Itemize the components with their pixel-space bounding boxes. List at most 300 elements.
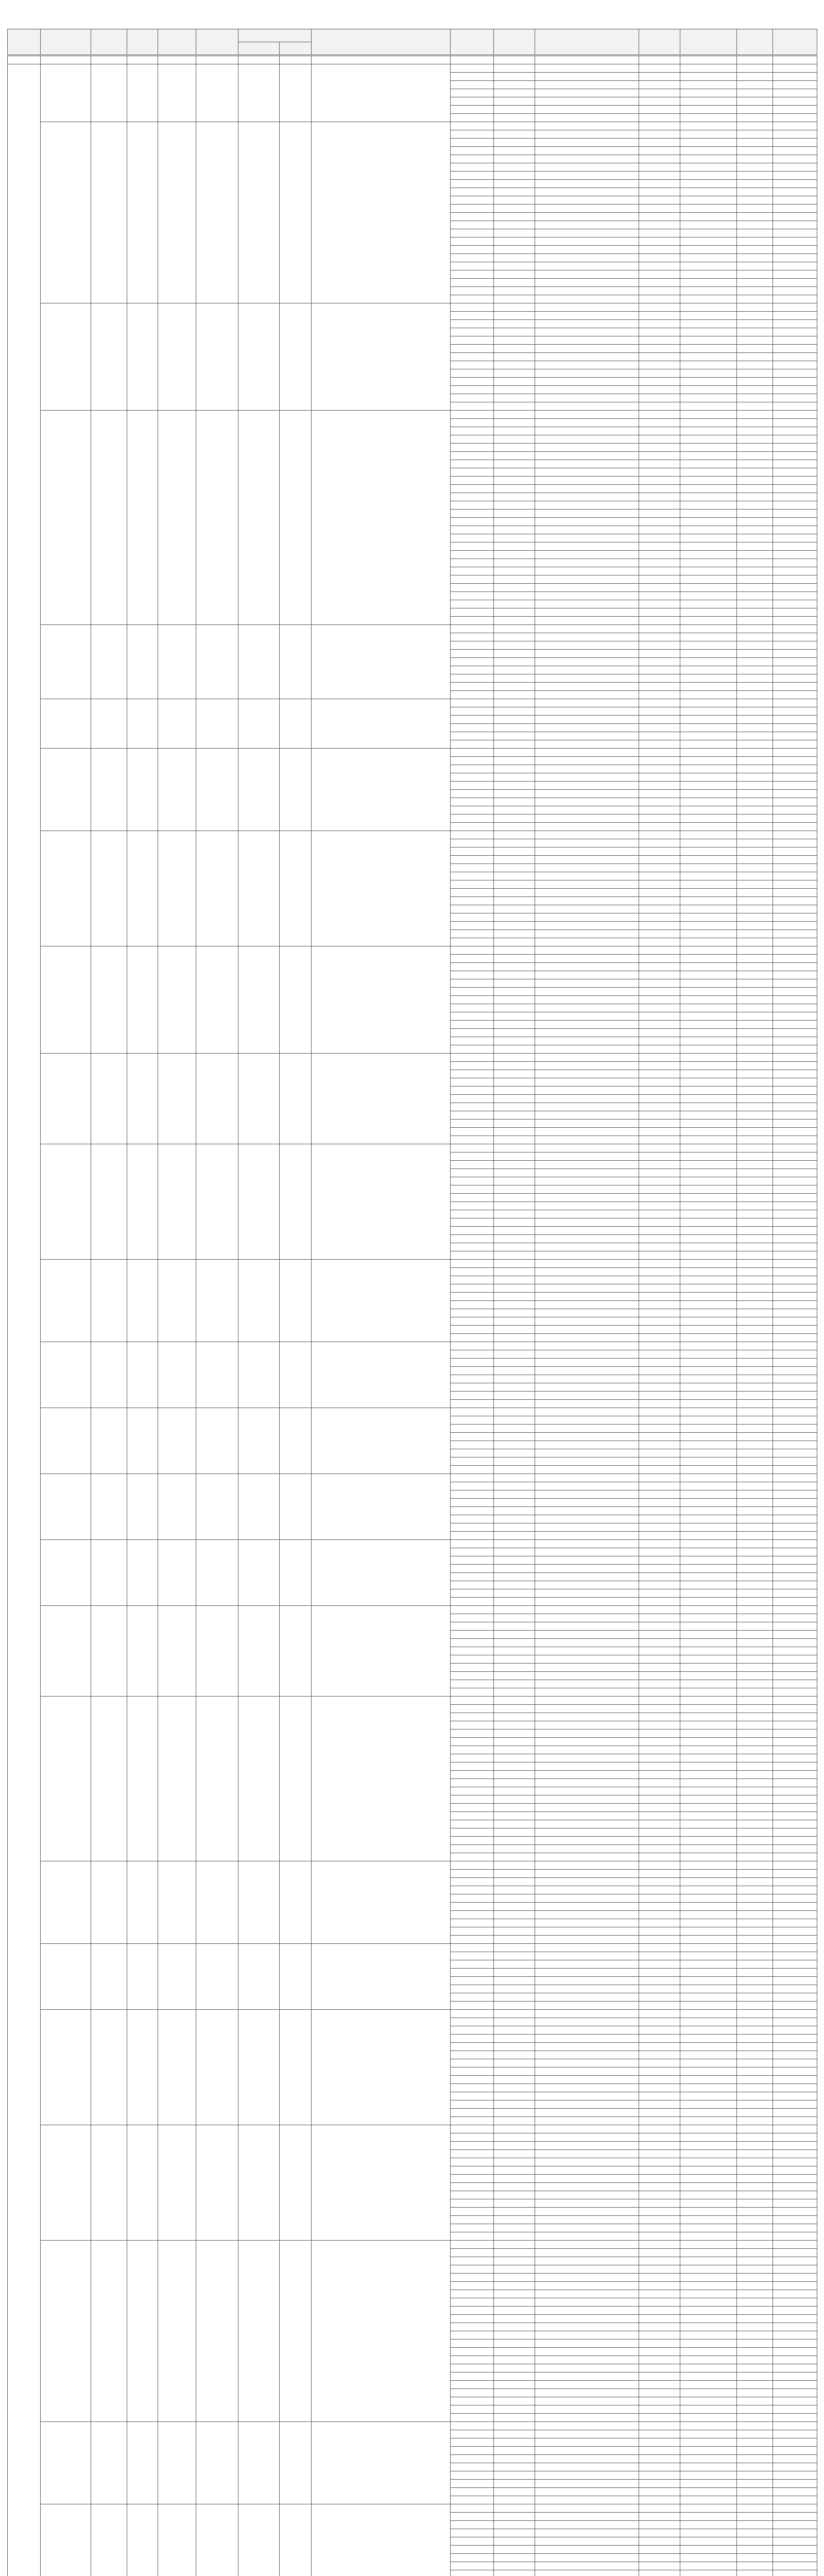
- indicator-unit: [737, 435, 773, 444]
- indicator-unit: [737, 831, 773, 839]
- indicator-unit: [737, 1326, 773, 1334]
- indicator-unit: [737, 180, 773, 188]
- indicator-level3: [535, 1606, 639, 1614]
- indicator-weight: [773, 2026, 817, 2035]
- indicator-level1: [451, 1120, 494, 1128]
- indicator-level3: [535, 1078, 639, 1087]
- indicator-level3: [535, 1878, 639, 1886]
- indicator-level1: [451, 880, 494, 889]
- indicator-level2: [494, 2405, 535, 2414]
- indicator-target: [680, 1095, 737, 1103]
- indicator-level3: [535, 2529, 639, 2537]
- indicator-unit: [737, 279, 773, 287]
- indicator-level3: [535, 1631, 639, 1639]
- indicator-level3: [535, 1367, 639, 1375]
- indicator-level3: [535, 1466, 639, 1474]
- indicator-unit: [737, 946, 773, 955]
- indicator-level2: [494, 163, 535, 172]
- indicator-unit: [737, 1054, 773, 1062]
- indicator-weight: [773, 89, 817, 97]
- indicator-unit: [737, 1565, 773, 1573]
- indicator-level1: [451, 122, 494, 130]
- project-owner: [127, 1260, 158, 1342]
- indicator-unit: [737, 1309, 773, 1317]
- project-other: [280, 625, 312, 699]
- indicator-weight: [773, 2109, 817, 2117]
- indicator-weight: [773, 534, 817, 543]
- indicator-op: [639, 287, 680, 295]
- indicator-unit: [737, 328, 773, 336]
- indicator-op: [639, 1359, 680, 1367]
- project-total: [196, 1606, 238, 1697]
- indicator-level3: [535, 1507, 639, 1515]
- indicator-target: [680, 460, 737, 468]
- indicator-unit: [737, 1334, 773, 1342]
- indicator-level3: [535, 2232, 639, 2241]
- indicator-level1: [451, 1243, 494, 1251]
- indicator-level3: [535, 386, 639, 394]
- indicator-level2: [494, 1523, 535, 1532]
- indicator-target: [680, 2035, 737, 2043]
- indicator-op: [639, 1969, 680, 1977]
- indicator-unit: [737, 1680, 773, 1688]
- indicator-level2: [494, 1309, 535, 1317]
- indicator-op: [639, 1309, 680, 1317]
- indicator-unit: [737, 2150, 773, 2158]
- indicator-op: [639, 2455, 680, 2463]
- indicator-level1: [451, 139, 494, 147]
- indicator-level2: [494, 270, 535, 279]
- indicator-weight: [773, 1548, 817, 1556]
- indicator-target: [680, 2241, 737, 2249]
- indicator-level3: [535, 633, 639, 641]
- indicator-level2: [494, 1103, 535, 1111]
- indicator-level1: [451, 567, 494, 575]
- indicator-weight: [773, 180, 817, 188]
- indicator-level1: [451, 2142, 494, 2150]
- indicator-target: [680, 2051, 737, 2059]
- indicator-weight: [773, 345, 817, 353]
- indicator-level1: [451, 1713, 494, 1721]
- indicator-level2: [494, 2216, 535, 2224]
- indicator-level3: [535, 1639, 639, 1647]
- indicator-target: [680, 353, 737, 361]
- indicator-level2: [494, 1342, 535, 1350]
- indicator-target: [680, 2142, 737, 2150]
- indicator-op: [639, 1754, 680, 1762]
- indicator-unit: [737, 1614, 773, 1622]
- indicator-target: [680, 1680, 737, 1688]
- project-total: [196, 2125, 238, 2241]
- indicator-unit: [737, 2331, 773, 2340]
- indicator-level1: [451, 114, 494, 122]
- indicator-weight: [773, 1589, 817, 1598]
- indicator-level3: [535, 1227, 639, 1235]
- indicator-weight: [773, 2051, 817, 2059]
- project-fiscal: [238, 303, 280, 411]
- indicator-op: [639, 1523, 680, 1532]
- indicator-level3: [535, 1004, 639, 1012]
- indicator-unit: [737, 897, 773, 905]
- project-code: [41, 303, 91, 411]
- indicator-weight: [773, 2438, 817, 2447]
- indicator-level3: [535, 2381, 639, 2389]
- indicator-weight: [773, 1153, 817, 1161]
- indicator-level1: [451, 246, 494, 254]
- header-fiscal: [238, 42, 280, 55]
- indicator-level3: [535, 2002, 639, 2010]
- indicator-weight: [773, 1243, 817, 1251]
- indicator-op: [639, 1853, 680, 1861]
- indicator-target: [680, 1400, 737, 1408]
- project-code: [41, 2504, 91, 2576]
- indicator-level3: [535, 922, 639, 930]
- indicator-unit: [737, 262, 773, 270]
- project-other: [280, 699, 312, 749]
- indicator-op: [639, 2356, 680, 2364]
- indicator-weight: [773, 1268, 817, 1276]
- indicator-unit: [737, 1647, 773, 1655]
- indicator-level2: [494, 2166, 535, 2175]
- indicator-unit: [737, 1103, 773, 1111]
- indicator-level1: [451, 1771, 494, 1779]
- indicator-level2: [494, 1977, 535, 1985]
- indicator-target: [680, 2438, 737, 2447]
- indicator-weight: [773, 369, 817, 378]
- indicator-level2: [494, 1218, 535, 1227]
- indicator-level2: [494, 2191, 535, 2199]
- indicator-target: [680, 1795, 737, 1804]
- indicator-level3: [535, 1853, 639, 1861]
- indicator-level1: [451, 1556, 494, 1565]
- indicator-weight: [773, 2315, 817, 2323]
- indicator-level2: [494, 1589, 535, 1598]
- indicator-weight: [773, 1342, 817, 1350]
- indicator-target: [680, 1251, 737, 1260]
- indicator-weight: [773, 1845, 817, 1853]
- indicator-level2: [494, 666, 535, 674]
- indicator-weight: [773, 2364, 817, 2372]
- indicator-op: [639, 567, 680, 575]
- project-owner: [127, 946, 158, 1054]
- indicator-level3: [535, 2438, 639, 2447]
- indicator-level1: [451, 1664, 494, 1672]
- indicator-level1: [451, 1639, 494, 1647]
- indicator-weight: [773, 543, 817, 551]
- indicator-level2: [494, 303, 535, 312]
- indicator-level1: [451, 823, 494, 831]
- indicator-target: [680, 2018, 737, 2026]
- indicator-unit: [737, 369, 773, 378]
- indicator-level1: [451, 1919, 494, 1927]
- indicator-level3: [535, 658, 639, 666]
- indicator-level2: [494, 1614, 535, 1622]
- indicator-level1: [451, 1523, 494, 1532]
- indicator-op: [639, 1383, 680, 1392]
- indicator-level2: [494, 1894, 535, 1903]
- project-phone: [158, 1944, 196, 2010]
- indicator-target: [680, 2488, 737, 2496]
- indicator-level2: [494, 1581, 535, 1589]
- project-owner: [127, 1144, 158, 1260]
- project-fiscal: [238, 1606, 280, 1697]
- total-row: [8, 56, 817, 64]
- indicator-unit: [737, 2546, 773, 2554]
- indicator-level1: [451, 386, 494, 394]
- indicator-level3: [535, 1350, 639, 1359]
- indicator-weight: [773, 1886, 817, 1894]
- indicator-level3: [535, 411, 639, 419]
- indicator-level3: [535, 1301, 639, 1309]
- indicator-level3: [535, 790, 639, 798]
- indicator-level1: [451, 1894, 494, 1903]
- indicator-level3: [535, 246, 639, 254]
- indicator-level1: [451, 270, 494, 279]
- indicator-level2: [494, 2348, 535, 2356]
- indicator-level2: [494, 2504, 535, 2513]
- indicator-op: [639, 427, 680, 435]
- indicator-level3: [535, 806, 639, 815]
- indicator-level2: [494, 600, 535, 608]
- indicator-level3: [535, 2035, 639, 2043]
- indicator-op: [639, 1227, 680, 1235]
- project-total: [196, 64, 238, 122]
- indicator-op: [639, 1861, 680, 1870]
- indicator-unit: [737, 963, 773, 971]
- project-total: [196, 122, 238, 303]
- indicator-level3: [535, 369, 639, 378]
- indicator-level1: [451, 1795, 494, 1804]
- indicator-unit: [737, 2208, 773, 2216]
- indicator-unit: [737, 1251, 773, 1260]
- indicator-level1: [451, 1911, 494, 1919]
- indicator-level3: [535, 2331, 639, 2340]
- indicator-target: [680, 2265, 737, 2274]
- indicator-weight: [773, 798, 817, 806]
- indicator-op: [639, 963, 680, 971]
- indicator-target: [680, 1136, 737, 1144]
- indicator-level1: [451, 2381, 494, 2389]
- indicator-level1: [451, 1070, 494, 1078]
- indicator-op: [639, 864, 680, 872]
- indicator-level1: [451, 666, 494, 674]
- indicator-unit: [737, 205, 773, 213]
- indicator-level3: [535, 1276, 639, 1284]
- indicator-op: [639, 930, 680, 938]
- indicator-op: [639, 468, 680, 477]
- indicator-level1: [451, 2150, 494, 2158]
- indicator-level1: [451, 979, 494, 988]
- indicator-weight: [773, 411, 817, 419]
- project-name: [91, 1408, 127, 1474]
- indicator-weight: [773, 106, 817, 114]
- indicator-op: [639, 81, 680, 89]
- indicator-level1: [451, 1845, 494, 1853]
- indicator-target: [680, 2546, 737, 2554]
- indicator-unit: [737, 1812, 773, 1820]
- indicator-level2: [494, 196, 535, 205]
- indicator-unit: [737, 1062, 773, 1070]
- indicator-level3: [535, 2059, 639, 2067]
- indicator-unit: [737, 155, 773, 163]
- indicator-level3: [535, 1243, 639, 1251]
- indicator-weight: [773, 2496, 817, 2504]
- indicator-level1: [451, 2488, 494, 2496]
- indicator-op: [639, 402, 680, 411]
- indicator-unit: [737, 806, 773, 815]
- indicator-level3: [535, 1969, 639, 1977]
- indicator-level1: [451, 1136, 494, 1144]
- indicator-level1: [451, 608, 494, 617]
- indicator-level2: [494, 1425, 535, 1433]
- indicator-target: [680, 650, 737, 658]
- indicator-level3: [535, 988, 639, 996]
- indicator-level1: [451, 551, 494, 559]
- indicator-unit: [737, 2274, 773, 2282]
- indicator-level3: [535, 2109, 639, 2117]
- indicator-unit: [737, 147, 773, 155]
- project-fiscal: [238, 2422, 280, 2504]
- indicator-level3: [535, 608, 639, 617]
- indicator-unit: [737, 2224, 773, 2232]
- indicator-unit: [737, 1128, 773, 1136]
- indicator-row: [8, 1342, 817, 1350]
- indicator-target: [680, 848, 737, 856]
- indicator-level3: [535, 435, 639, 444]
- indicator-level2: [494, 617, 535, 625]
- indicator-level3: [535, 89, 639, 97]
- indicator-target: [680, 221, 737, 229]
- indicator-weight: [773, 460, 817, 468]
- indicator-op: [639, 1251, 680, 1260]
- indicator-level1: [451, 1227, 494, 1235]
- indicator-weight: [773, 633, 817, 641]
- project-owner: [127, 831, 158, 946]
- indicator-level1: [451, 1021, 494, 1029]
- indicator-target: [680, 1004, 737, 1012]
- indicator-unit: [737, 386, 773, 394]
- indicator-op: [639, 749, 680, 757]
- indicator-weight: [773, 691, 817, 699]
- indicator-level1: [451, 205, 494, 213]
- indicator-op: [639, 551, 680, 559]
- indicator-level1: [451, 1606, 494, 1614]
- indicator-unit: [737, 848, 773, 856]
- indicator-target: [680, 402, 737, 411]
- indicator-target: [680, 1482, 737, 1490]
- indicator-target: [680, 106, 737, 114]
- indicator-op: [639, 2521, 680, 2529]
- indicator-target: [680, 2002, 737, 2010]
- indicator-op: [639, 2315, 680, 2323]
- indicator-unit: [737, 1721, 773, 1730]
- indicator-op: [639, 625, 680, 633]
- indicator-weight: [773, 229, 817, 238]
- header-phone: [158, 29, 196, 55]
- indicator-weight: [773, 930, 817, 938]
- indicator-level2: [494, 1136, 535, 1144]
- indicator-level3: [535, 1260, 639, 1268]
- indicator-op: [639, 1350, 680, 1359]
- indicator-weight: [773, 1779, 817, 1787]
- indicator-target: [680, 1449, 737, 1458]
- project-phone: [158, 303, 196, 411]
- indicator-level2: [494, 1268, 535, 1276]
- indicator-op: [639, 2142, 680, 2150]
- indicator-weight: [773, 2117, 817, 2125]
- indicator-level3: [535, 930, 639, 938]
- project-goal: [312, 2241, 451, 2422]
- project-name: [91, 122, 127, 303]
- indicator-unit: [737, 172, 773, 180]
- indicator-level2: [494, 1317, 535, 1326]
- indicator-unit: [737, 1993, 773, 2002]
- indicator-weight: [773, 1507, 817, 1515]
- indicator-level3: [535, 1762, 639, 1771]
- indicator-op: [639, 913, 680, 922]
- indicator-op: [639, 1820, 680, 1828]
- indicator-level3: [535, 2084, 639, 2092]
- indicator-weight: [773, 1977, 817, 1985]
- indicator-level1: [451, 534, 494, 543]
- indicator-unit: [737, 419, 773, 427]
- indicator-level3: [535, 724, 639, 732]
- indicator-unit: [737, 1672, 773, 1680]
- indicator-unit: [737, 254, 773, 262]
- indicator-op: [639, 1276, 680, 1284]
- indicator-target: [680, 411, 737, 419]
- indicator-target: [680, 1120, 737, 1128]
- indicator-level3: [535, 1284, 639, 1293]
- indicator-target: [680, 666, 737, 674]
- indicator-weight: [773, 279, 817, 287]
- indicator-level2: [494, 89, 535, 97]
- indicator-op: [639, 1762, 680, 1771]
- indicator-level3: [535, 1738, 639, 1746]
- indicator-level3: [535, 543, 639, 551]
- indicator-level1: [451, 1425, 494, 1433]
- indicator-level1: [451, 2455, 494, 2463]
- indicator-weight: [773, 823, 817, 831]
- indicator-unit: [737, 188, 773, 196]
- indicator-op: [639, 130, 680, 139]
- indicator-target: [680, 2389, 737, 2397]
- indicator-op: [639, 180, 680, 188]
- indicator-target: [680, 1210, 737, 1218]
- indicator-target: [680, 2307, 737, 2315]
- indicator-op: [639, 757, 680, 765]
- indicator-op: [639, 848, 680, 856]
- indicator-level3: [535, 238, 639, 246]
- indicator-level1: [451, 1087, 494, 1095]
- indicator-level1: [451, 1128, 494, 1136]
- indicator-level1: [451, 2010, 494, 2018]
- indicator-level1: [451, 2241, 494, 2249]
- project-total: [196, 411, 238, 625]
- indicator-unit: [737, 2496, 773, 2504]
- indicator-weight: [773, 740, 817, 749]
- indicator-level1: [451, 1400, 494, 1408]
- indicator-weight: [773, 575, 817, 584]
- indicator-level1: [451, 1573, 494, 1581]
- indicator-op: [639, 526, 680, 534]
- indicator-level3: [535, 1598, 639, 1606]
- indicator-weight: [773, 2422, 817, 2430]
- indicator-unit: [737, 2133, 773, 2142]
- indicator-level2: [494, 1532, 535, 1540]
- indicator-level1: [451, 2257, 494, 2265]
- indicator-level3: [535, 1235, 639, 1243]
